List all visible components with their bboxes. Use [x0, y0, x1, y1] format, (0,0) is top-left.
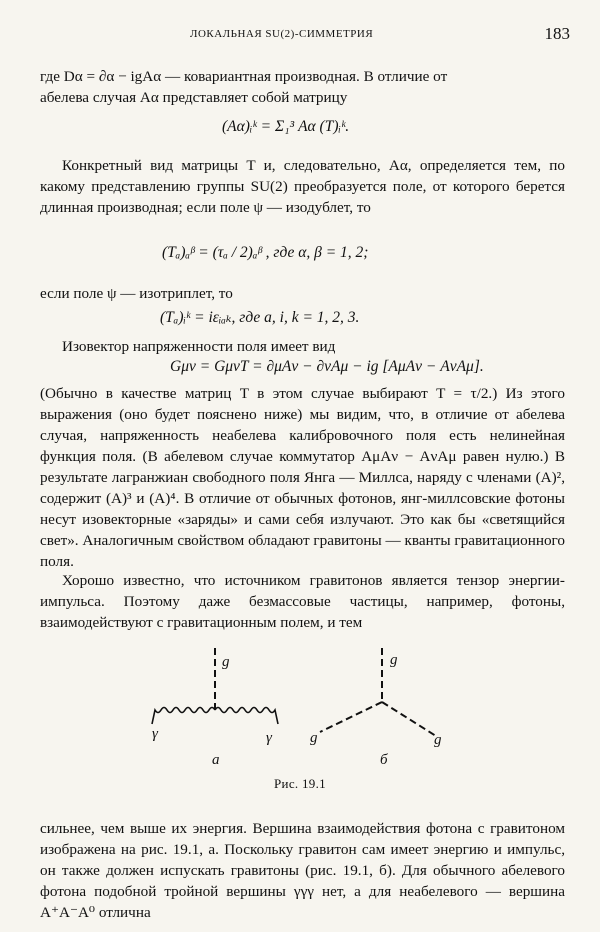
running-head: ЛОКАЛЬНАЯ SU(2)-СИММЕТРИЯ — [190, 28, 374, 40]
label-sub-a: а — [212, 752, 220, 768]
paragraph-7: сильнее, чем выше их энергия. Вершина взаимодействия фотона с гравитоном изображена на рис. 19.1, а. Поскольку гравитон сам имеет энергию и импульс, он также должен испускать гравитоны (рис. 19.1, б). Для обычного абелевого фотона подобной тройной вершины γγγ нет, а для неабелевого — вершина A⁺A⁻A⁰ отлична — [40, 820, 565, 921]
page-header — [40, 24, 570, 48]
paragraph-4: Изовектор напряженности поля имеет вид — [62, 338, 336, 355]
page-number: 183 — [544, 24, 570, 43]
figure-19-1 — [140, 640, 470, 790]
paragraph-1-line-2: абелева случая Aα представляет собой матрицу — [40, 89, 348, 106]
label-sub-b: б — [380, 752, 388, 768]
feynman-diagrams — [140, 640, 470, 790]
photon-line-left — [152, 708, 215, 725]
equation-4: Gμν = GμνT = ∂μAν − ∂νAμ − ig [AμAν − AνAμ]. — [170, 358, 484, 375]
graviton-line-b-left — [320, 702, 382, 732]
paragraph-5: (Обычно в качестве матриц T в этом случае выбирают T = τ/2.) Из этого выражения (оно будет пояснено ниже) мы видим, что, в отличие от абелева случая, напряженность неабелева калибровочного поля есть нелинейная функция поля. (В абелевом случае коммутатор AμAν − AνAμ равен нулю.) В результате лагранжиан свободного поля Янга — Миллса, наряду с членами (A)², содержит (A)³ и (A)⁴. В отличие от обычных фотонов, янг-миллсовские фотоны несут изовекторные «заряды» и сами себя излучают. Это как бы «светящийся свет». Аналогичным свойством обладают гравитоны — кванты гравитационного поля. — [40, 385, 565, 570]
equation-1: (Aα)ᵢᵏ = Σ₁³ Aα (T)ᵢᵏ. — [222, 118, 350, 135]
paragraph-1-line-1: где Dα = ∂α − igAα — ковариантная производная. В отличие от — [40, 68, 448, 85]
label-gamma-left: γ — [152, 726, 158, 742]
graviton-line-b-right — [382, 702, 436, 736]
equation-3: (Tₐ)ᵢᵏ = iεᵢₐₖ, где a, i, k = 1, 2, 3. — [160, 309, 360, 326]
figure-caption: Рис. 19.1 — [274, 776, 326, 791]
paragraph-3: если поле ψ — изотриплет, то — [40, 285, 233, 302]
label-gamma-right: γ — [266, 730, 272, 746]
label-g-b-left: g — [310, 730, 318, 746]
paragraph-6: Хорошо известно, что источником гравитонов является тензор энергии-импульса. Поэтому даже безмассовые частицы, например, фотоны, взаимодействуют с гравитационным полем, и тем — [40, 572, 565, 631]
equation-2: (Tₐ)ₐᵝ = (τₐ / 2)ₐᵝ , где α, β = 1, 2; — [162, 244, 369, 261]
label-g-b-top: g — [390, 652, 398, 668]
label-g-a: g — [222, 654, 230, 670]
label-g-b-right: g — [434, 732, 442, 748]
photon-line-right — [215, 708, 278, 725]
paragraph-2: Конкретный вид матрицы T и, следовательно, Aα, определяется тем, по какому представлению группы SU(2) преобразуется поле, от которого берется длинная производная; если поле ψ — изодублет, то — [40, 157, 565, 216]
